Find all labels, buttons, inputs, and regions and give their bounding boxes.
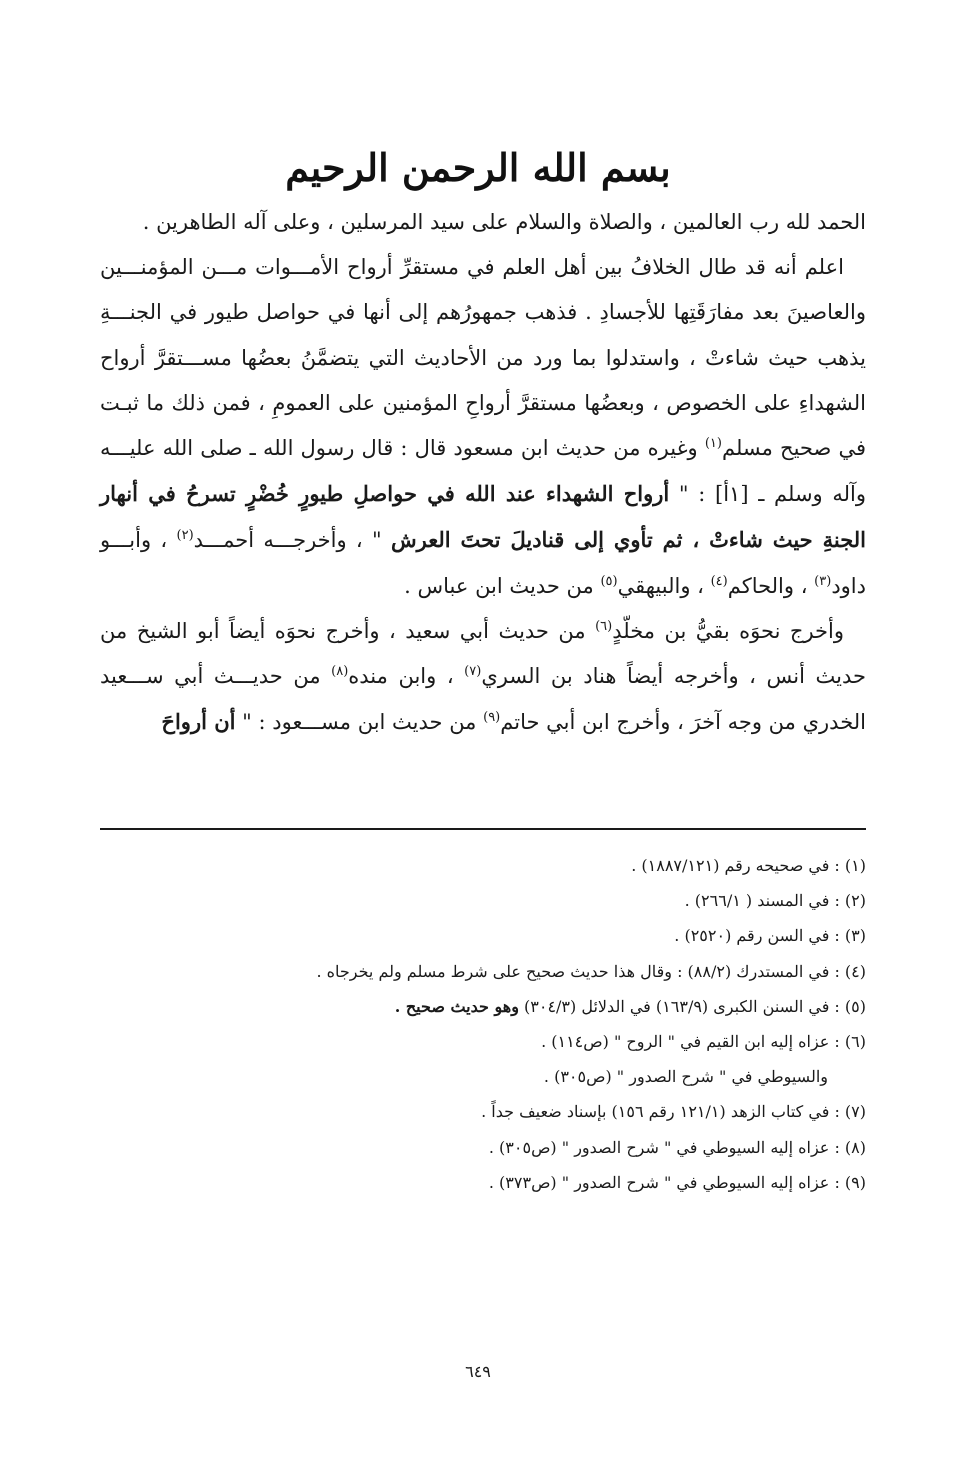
footnote-ref-4: (٤) [710, 573, 728, 589]
paragraph-3-text-b: من حديث أبي سعيد ، وأخرج نحوَه أيضاً أبو الشيخ من حديث أنس ، وأخرجه أيضاً هناد بن السري [100, 618, 866, 689]
paragraph-2-text-d: ، وأبـــو داود [100, 528, 866, 598]
paragraph-3-bold-tail: أن أرواحَ [161, 709, 236, 735]
footnote-7 [100, 1094, 866, 1129]
footnote-1 [100, 848, 866, 883]
footnote-ref-5: (٥) [600, 573, 618, 589]
paragraph-2-text-b: وغيره من حديث ابن مسعود قال : قال رسول الله ـ صلى الله عليـــه وآله وسلم ـ [١أ] : " [100, 436, 866, 507]
paragraph-3-text-e: من حديث ابن مســـعود : " [235, 710, 484, 735]
footnotes-section [100, 848, 866, 1200]
footnote-ref-7: (٧) [464, 664, 482, 680]
main-body-text [100, 200, 866, 745]
paragraph-2 [100, 245, 866, 609]
footnote-ref-2: (٢) [176, 528, 194, 544]
footnote-7-text: (٧) : في كتاب الزهد (١٢١/١ رقم ١٥٦) بإسناد ضعيف جداً . [481, 1102, 866, 1122]
footnote-8 [100, 1130, 866, 1165]
paragraph-2-text-a: اعلم أنه قد طال الخلافُ بين أهل العلم في مستقرِّ أرواح الأمـــوات مـــن المؤمنـــين والعاصينَ بعد مفارَقَتِها للأجسادِ . فذهب جمهورُهم إلى أنها في حواصل طيور في الجنـــةِ يذهب حيث شاءتْ ، واستدلوا بما ورد من الأحاديث التي يتضمَّنُ بعضُها مســـتقرَّ أرواح الشهداءِ على الخصوص ، وبعضُها مستقرَّ أرواحِ المؤمنين على العمومِ ، فمن ذلك ما ثبـت في صحيح مسلم [100, 255, 866, 461]
basmala-heading: بسم الله الرحمن الرحيم [285, 145, 671, 190]
page-number: ٦٤٩ [465, 1362, 491, 1381]
footnote-6-continuation [100, 1059, 866, 1094]
footnote-4 [100, 954, 866, 989]
footnote-9 [100, 1165, 866, 1200]
footnote-9-text: (٩) : عزاه إليه السيوطي في " شرح الصدور " (ص٣٧٣) . [488, 1172, 866, 1192]
footnote-3 [100, 918, 866, 953]
footnote-5 [100, 989, 866, 1024]
paragraph-3-text-c: ، وابن منده [348, 664, 465, 689]
footnote-2-text: (٢) : في المسند ( ٢٦٦/١) . [684, 891, 866, 911]
footnote-ref-1: (١) [704, 436, 722, 452]
paragraph-3 [100, 609, 866, 746]
paragraph-2-text-f: ، والبيهقي [617, 573, 711, 598]
footnote-8-text: (٨) : عزاه إليه السيوطي في " شرح الصدور " (ص٣٠٥) . [488, 1137, 866, 1157]
footnote-6-text: (٦) : عزاه إليه ابن القيم في " الروح " (ص١١٤) . [541, 1032, 866, 1052]
footnote-ref-8: (٨) [331, 664, 349, 680]
hadith-quote: أرواح الشهداء عند الله في حواصلِ طيورٍ خُضْرٍ تسرحُ في أنهار الجنةِ حيث شاءتْ ، ثم تأوي إلى قناديلَ تحتَ العرش [100, 481, 866, 553]
paragraph-3-text-d: من حديـــث أبي ســـعيد الخدري من وجه آخرَ ، وأخرج ابن أبي حاتم [100, 664, 866, 735]
paragraph-3-text-a: وأخرج نحوَه بقيُّ بن مخلّدٍ [612, 618, 844, 643]
footnote-ref-3: (٣) [814, 573, 832, 589]
footnote-5-text: (٥) : في السنن الكبرى (١٦٣/٩) في الدلائل (٣٠٤/٣) [518, 996, 866, 1016]
footnote-5-bold: وهو حديث صحيح . [394, 996, 519, 1016]
footnote-1-text: (١) : في صحيحه رقم (١٨٨٧/١٢١) . [631, 856, 866, 875]
footnote-3-text: (٣) : في السن رقم (٢٥٢٠) . [674, 926, 866, 946]
footnote-divider [100, 828, 866, 830]
footnote-ref-9: (٩) [483, 710, 501, 726]
footnote-ref-6: (٦) [595, 618, 613, 634]
paragraph-1: الحمد لله رب العالمين ، والصلاة والسلام على سيد المرسلين ، وعلى آله الطاهرين . [142, 210, 866, 234]
footnote-6 [100, 1024, 866, 1059]
footnote-4-text: (٤) : في المستدرك (٨٨/٢) : وقال هذا حديث صحيح على شرط مسلم ولم يخرجاه . [316, 961, 866, 981]
footnote-2 [100, 883, 866, 918]
paragraph-2-text-g: من حديث ابن عباس . [404, 573, 601, 598]
footnote-6-continuation-text: والسيوطي في " شرح الصدور " (ص٣٠٥) . [543, 1067, 828, 1087]
paragraph-2-text-c: " ، وأخرجـــه أحمـــد [193, 528, 391, 553]
paragraph-2-text-e: ، والحاكم [727, 573, 815, 598]
